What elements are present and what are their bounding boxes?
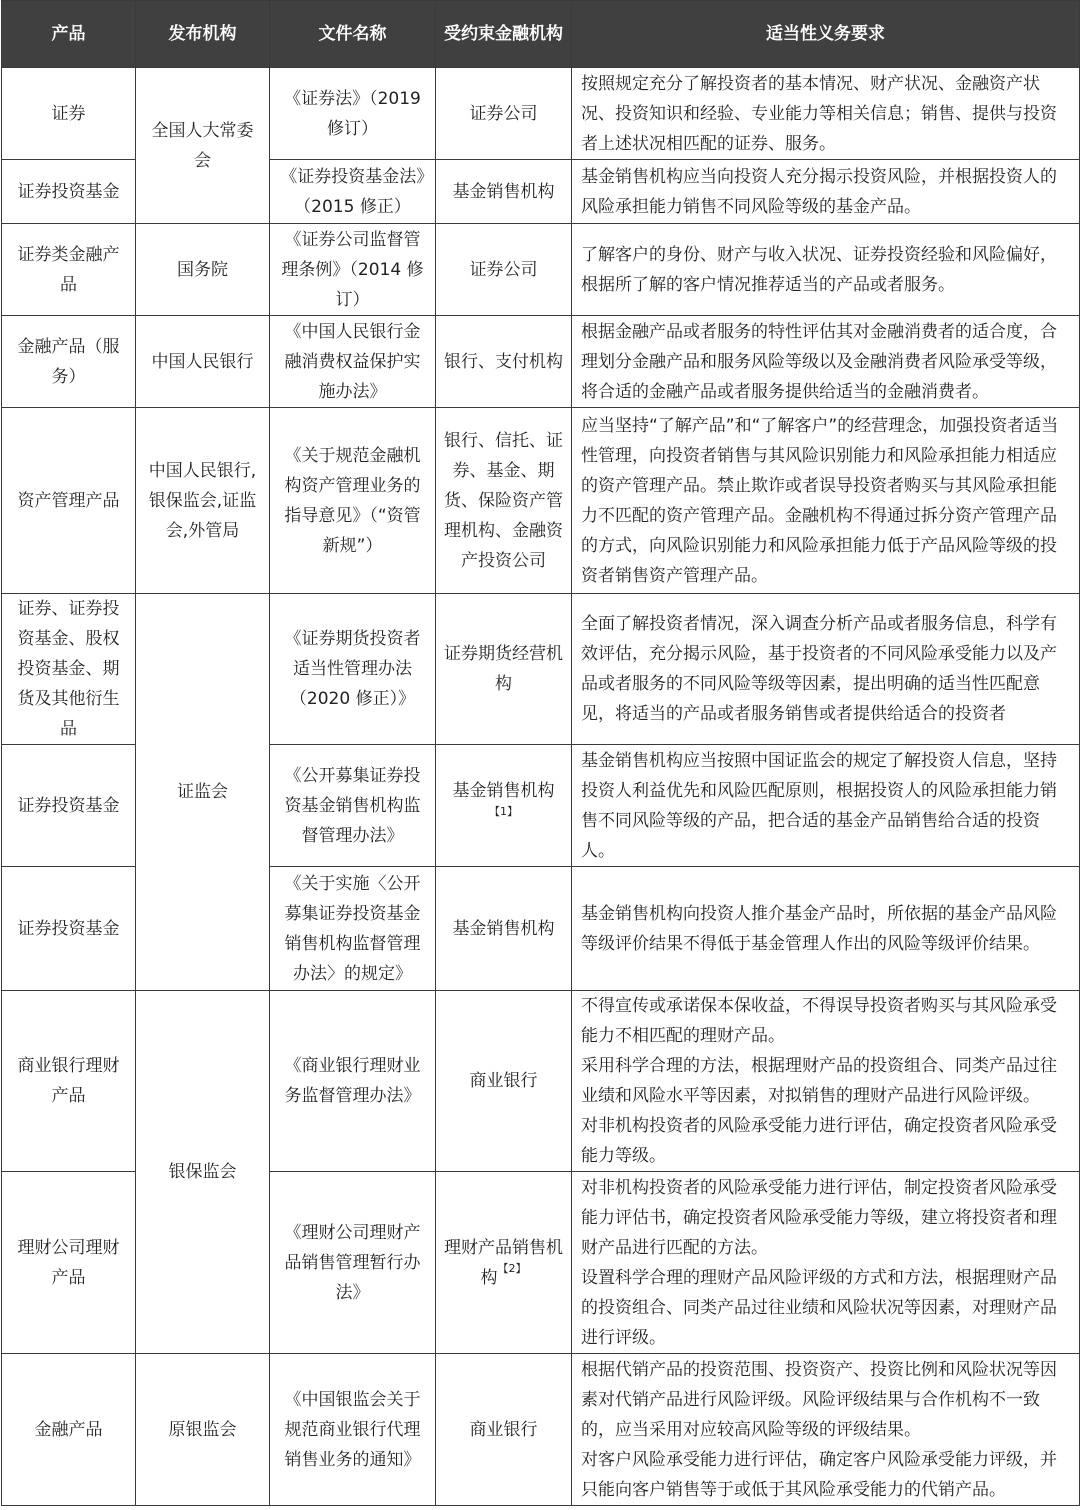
document-cell: 《理财公司理财产品销售管理暂行办法》 <box>270 1172 436 1354</box>
product-cell: 证券投资基金 <box>2 867 136 991</box>
issuer-cell: 原银监会 <box>136 1354 270 1506</box>
requirement-paragraph: 按照规定充分了解投资者的基本情况、财产状况、金融资产状况、投资知识和经验、专业能力等相关信息；销售、提供与投资者上述状况相匹配的证券、服务。 <box>581 73 1057 154</box>
document-cell: 《中国人民银行金融消费权益保护实施办法》 <box>270 316 436 408</box>
header-institution: 受约束金融机构 <box>436 1 572 68</box>
product-cell: 理财公司理财产品 <box>2 1172 136 1354</box>
product-cell: 金融产品（服务） <box>2 316 136 408</box>
document-cell: 《商业银行理财业务监督管理办法》 <box>270 991 436 1172</box>
institution-cell: 证券公司 <box>436 224 572 316</box>
institution-name: 基金销售机构 <box>452 780 555 801</box>
institution-cell: 商业银行 <box>436 1354 572 1506</box>
header-requirement: 适当性义务要求 <box>572 1 1080 68</box>
header-issuer: 发布机构 <box>136 1 270 68</box>
table-row <box>2 1354 1080 1506</box>
requirement-cell <box>572 160 1080 224</box>
requirement-paragraph: 采用科学合理的方法，根据理财产品的投资组合、同类产品过往业绩和风险水平等因素，对拟销售的理财产品进行风险评级。 <box>581 1056 1057 1106</box>
requirement-cell <box>572 745 1080 867</box>
requirement-paragraph: 全面了解投资者情况，深入调查分析产品或者服务信息，科学有效评估，充分揭示风险，基于投资者的不同风险承受能力以及产品或者服务的不同风险等级等因素，提出明确的适当性匹配意见，将适当的产品或者服务销售或者提供给适合的投资者 <box>581 614 1057 724</box>
requirement-cell <box>572 1172 1080 1354</box>
requirement-paragraph: 基金销售机构应当按照中国证监会的规定了解投资人信息，坚持投资人利益优先和风险匹配原则，根据投资人的风险承担能力销售不同风险等级的产品，把合适的基金产品销售给合适的投资人。 <box>581 750 1057 861</box>
document-cell: 《证券投资基金法》（2015 修正） <box>270 160 436 224</box>
requirement-paragraph: 对非机构投资者的风险承受能力进行评估，制定投资者风险承受能力评估书，确定投资者风险承受能力等级，建立将投资者和理财产品进行匹配的方法。 <box>581 1177 1057 1258</box>
document-cell: 《中国银监会关于规范商业银行代理销售业务的通知》 <box>270 1354 436 1506</box>
product-cell: 证券 <box>2 68 136 160</box>
product-cell: 证券、证券投资基金、股权投资基金、期货及其他衍生品 <box>2 594 136 745</box>
document-cell: 《证券公司监督管理条例》（2014 修订） <box>270 224 436 316</box>
institution-cell: 证券期货经营机构 <box>436 594 572 745</box>
product-cell: 证券类金融产品 <box>2 224 136 316</box>
institution-cell <box>436 1172 572 1354</box>
requirement-paragraph: 根据金融产品或者服务的特性评估其对金融消费者的适合度，合理划分金融产品和服务风险等级以及金融消费者风险承受等级，将合适的金融产品或者服务提供给适当的金融消费者。 <box>581 321 1057 402</box>
requirement-paragraph: 根据代销产品的投资范围、投资资产、投资比例和风险状况等因素对代销产品进行风险评级。风险评级结果与合作机构不一致的，应当采用对应较高风险等级的评级结果。 <box>581 1359 1057 1440</box>
regulation-table <box>1 0 1080 1506</box>
issuer-cell: 中国人民银行 <box>136 316 270 408</box>
institution-cell: 基金销售机构 <box>436 160 572 224</box>
table-row <box>2 594 1080 745</box>
header-document: 文件名称 <box>270 1 436 68</box>
product-cell: 证券投资基金 <box>2 745 136 867</box>
table-row <box>2 991 1080 1172</box>
table-row <box>2 224 1080 316</box>
requirement-paragraph: 设置科学合理的理财产品风险评级的方式和方法，根据理财产品的投资组合、同类产品过往业绩和风险状况等因素，对理财产品进行评级。 <box>581 1267 1057 1348</box>
institution-cell: 银行、支付机构 <box>436 316 572 408</box>
requirement-cell <box>572 594 1080 745</box>
requirement-cell <box>572 408 1080 594</box>
requirement-paragraph: 基金销售机构应当向投资人充分揭示投资风险，并根据投资人的风险承担能力销售不同风险等级的基金产品。 <box>581 166 1057 217</box>
document-cell: 《关于规范金融机构资产管理业务的指导意见》（“资管新规”） <box>270 408 436 594</box>
document-cell: 《公开募集证券投资基金销售机构监督管理办法》 <box>270 745 436 867</box>
requirement-cell <box>572 991 1080 1172</box>
requirement-paragraph: 应当坚持“了解产品”和“了解客户”的经营理念，加强投资者适当性管理，向投资者销售与其风险识别能力和风险承担能力相适应的资产管理产品。禁止欺诈或者误导投资者购买与其风险承担能力不匹配的资产管理产品。金融机构不得通过拆分资产管理产品的方式，向风险识别能力和风险承担能力低于产品风险等级的投资者销售资产管理产品。 <box>581 415 1059 586</box>
requirement-paragraph: 不得宣传或承诺保本保收益，不得误导投资者购买与其风险承受能力不相匹配的理财产品。 <box>581 996 1057 1046</box>
requirement-paragraph: 基金销售机构向投资人推介基金产品时，所依据的基金产品风险等级评价结果不得低于基金管理人作出的风险等级评价结果。 <box>581 903 1057 954</box>
product-cell: 资产管理产品 <box>2 408 136 594</box>
table-row <box>2 408 1080 594</box>
institution-cell: 基金销售机构 <box>436 867 572 991</box>
requirement-cell <box>572 316 1080 408</box>
issuer-cell: 中国人民银行,银保监会,证监会,外管局 <box>136 408 270 594</box>
requirement-cell <box>572 1354 1080 1506</box>
requirement-paragraph: 对非机构投资者的风险承受能力进行评估，确定投资者风险承受能力等级。 <box>581 1116 1057 1166</box>
document-cell: 《关于实施〈公开募集证券投资基金销售机构监督管理办法〉的规定》 <box>270 867 436 991</box>
header-product: 产品 <box>2 1 136 68</box>
table-row <box>2 316 1080 408</box>
institution-cell: 银行、信托、证券、基金、期货、保险资产管理机构、金融资产投资公司 <box>436 408 572 594</box>
issuer-cell: 银保监会 <box>136 991 270 1354</box>
issuer-cell: 证监会 <box>136 594 270 991</box>
product-cell: 证券投资基金 <box>2 160 136 224</box>
issuer-cell: 国务院 <box>136 224 270 316</box>
requirement-paragraph: 了解客户的身份、财产与收入状况、证券投资经验和风险偏好，根据所了解的客户情况推荐适当的产品或者服务。 <box>581 244 1057 295</box>
requirement-paragraph: 对客户风险承受能力进行评估，确定客户风险承受能力评级，并只能向客户销售等于或低于其风险承受能力的代销产品。 <box>581 1449 1057 1500</box>
table-row <box>2 68 1080 160</box>
footnote-marker: 【1】 <box>489 804 518 818</box>
requirement-cell <box>572 68 1080 160</box>
document-cell: 《证券法》（2019修订） <box>270 68 436 160</box>
institution-cell: 商业银行 <box>436 991 572 1172</box>
institution-cell: 证券公司 <box>436 68 572 160</box>
table-header-row <box>2 1 1080 68</box>
institution-name: 理财产品销售机构 <box>444 1237 563 1288</box>
footnote-marker: 【2】 <box>497 1261 527 1275</box>
document-cell: 《证券期货投资者适当性管理办法（2020 修正）》 <box>270 594 436 745</box>
product-cell: 商业银行理财产品 <box>2 991 136 1172</box>
product-cell: 金融产品 <box>2 1354 136 1506</box>
requirement-cell <box>572 224 1080 316</box>
requirement-cell <box>572 867 1080 991</box>
institution-cell <box>436 745 572 867</box>
issuer-cell: 全国人大常委会 <box>136 68 270 224</box>
